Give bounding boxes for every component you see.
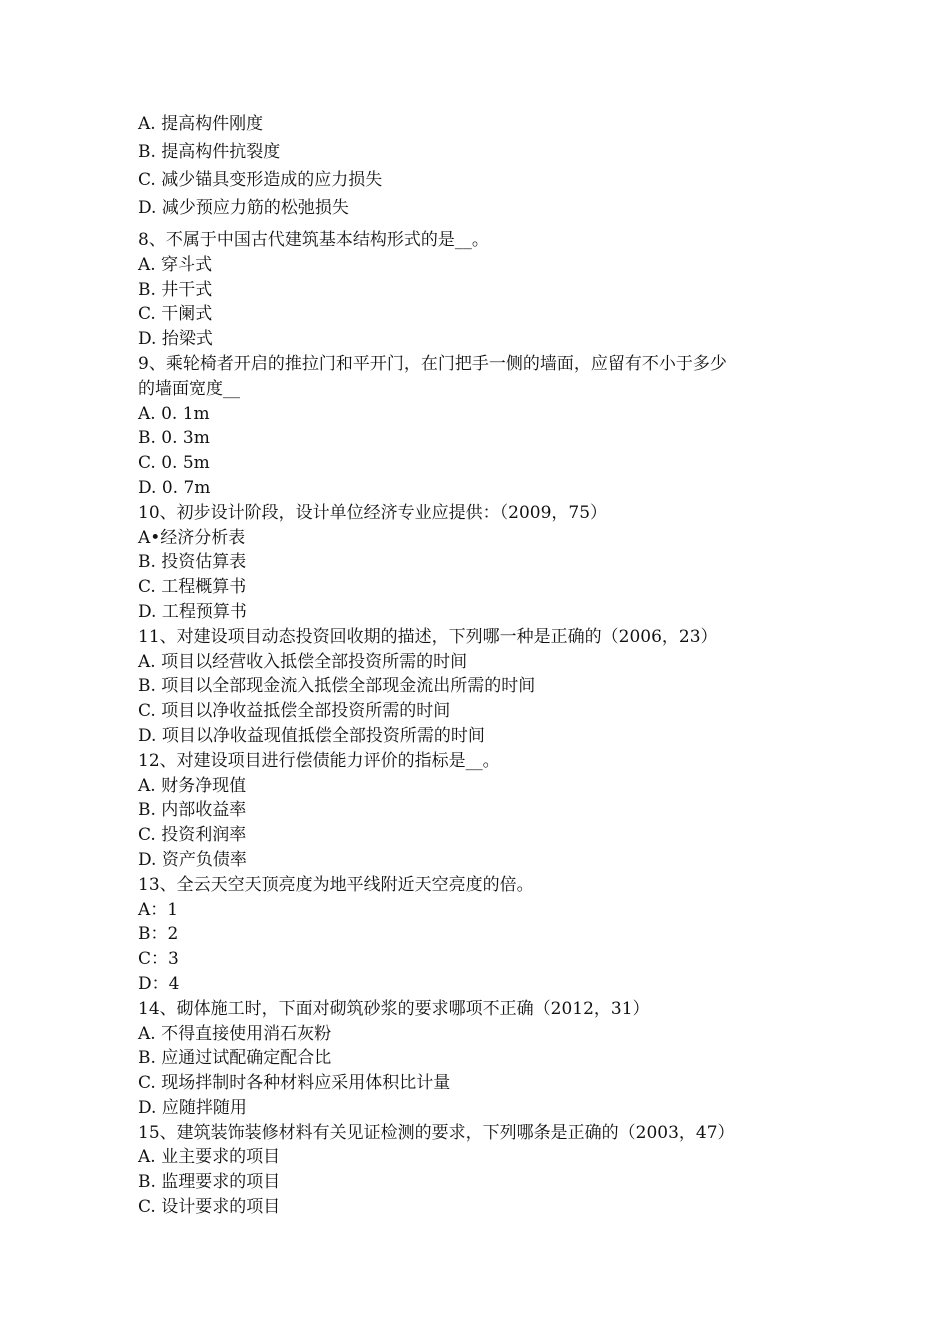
option-line: B. 0. 3m: [138, 428, 210, 449]
option-line: C. 设计要求的项目: [138, 1197, 281, 1218]
questions-body: [138, 228, 818, 1220]
option-line: D. 减少预应力筋的松弛损失: [138, 198, 349, 218]
option-line: D. 工程预算书: [138, 601, 247, 622]
option-line: D. 项目以净收益现值抵偿全部投资所需的时间: [138, 725, 485, 746]
option-line: A. 穿斗式: [138, 254, 213, 275]
option-line: A. 提高构件刚度: [138, 114, 264, 134]
option-line: C. 投资利润率: [138, 825, 247, 846]
option-line: D：4: [138, 973, 180, 994]
option-line: C. 0. 5m: [138, 453, 210, 474]
option-line: B. 项目以全部现金流入抵偿全部现金流出所需的时间: [138, 676, 536, 697]
option-line: A. 0. 1m: [138, 403, 210, 424]
option-line: A. 业主要求的项目: [138, 1147, 281, 1168]
option-line: B. 井干式: [138, 279, 213, 300]
question-15: 15、建筑装饰装修材料有关见证检测的要求，下列哪条是正确的（2003，47）: [138, 1122, 735, 1143]
option-line: C. 项目以净收益抵偿全部投资所需的时间: [138, 701, 451, 722]
option-line: B. 监理要求的项目: [138, 1172, 281, 1193]
question-13: 13、全云天空天顶亮度为地平线附近天空亮度的倍。: [138, 874, 534, 895]
option-line: A. 不得直接使用消石灰粉: [138, 1023, 332, 1044]
option-line: D. 资产负债率: [138, 849, 247, 870]
option-line: B. 投资估算表: [138, 552, 247, 573]
option-line: B. 提高构件抗裂度: [138, 142, 281, 162]
question-8: 8、不属于中国古代建筑基本结构形式的是__。: [138, 230, 489, 250]
options-continued: [138, 110, 818, 222]
question-9: 9、乘轮椅者开启的推拉门和平开门，在门把手一侧的墙面，应留有不小于多少: [138, 353, 727, 374]
option-line: C. 工程概算书: [138, 577, 247, 598]
option-line: A. 财务净现值: [138, 775, 247, 796]
option-line: D. 0. 7m: [138, 477, 211, 498]
option-line: A. 项目以经营收入抵偿全部投资所需的时间: [138, 651, 468, 672]
option-line: D. 应随拌随用: [138, 1097, 247, 1118]
option-line: A：1: [138, 899, 179, 920]
option-line: B. 内部收益率: [138, 800, 247, 821]
option-line: D. 抬梁式: [138, 329, 213, 350]
question-9-cont: 的墙面宽度__: [138, 378, 240, 399]
option-line: B：2: [138, 924, 179, 945]
question-12: 12、对建设项目进行偿债能力评价的指标是__。: [138, 750, 500, 771]
option-line: C. 减少锚具变形造成的应力损失: [138, 170, 383, 190]
question-14: 14、砌体施工时，下面对砌筑砂浆的要求哪项不正确（2012，31）: [138, 998, 650, 1019]
option-line: B. 应通过试配确定配合比: [138, 1048, 332, 1069]
option-line: C：3: [138, 949, 179, 970]
question-11: 11、对建设项目动态投资回收期的描述，下列哪一种是正确的（2006，23）: [138, 626, 718, 647]
option-line: A•经济分析表: [138, 527, 246, 548]
question-10: 10、初步设计阶段，设计单位经济专业应提供：（2009，75）: [138, 502, 608, 523]
option-line: C. 现场拌制时各种材料应采用体积比计量: [138, 1073, 451, 1094]
option-line: C. 干阑式: [138, 304, 213, 325]
